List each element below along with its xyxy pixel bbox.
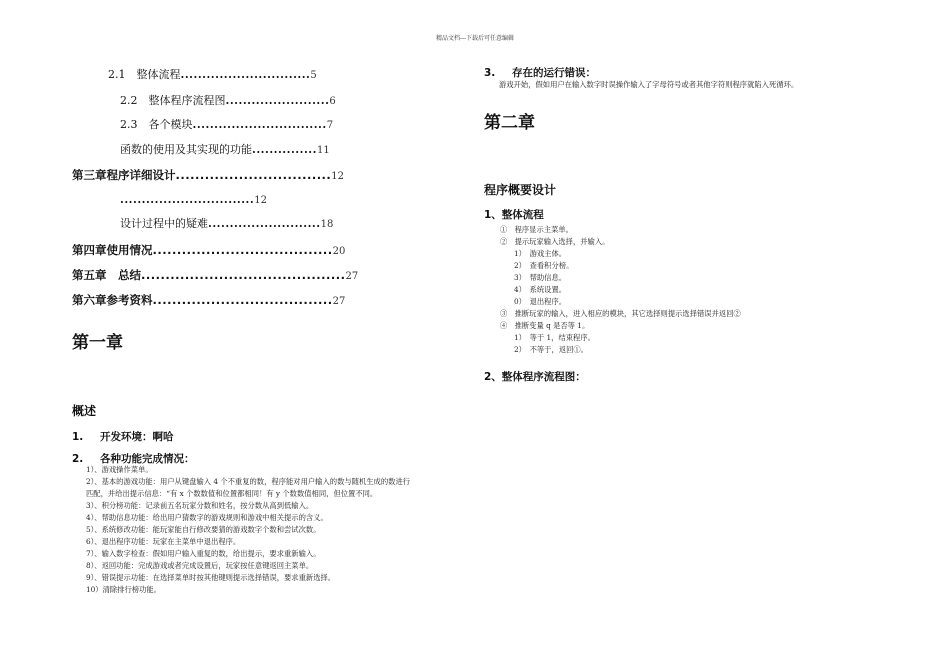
toc-label: 设计过程中的疑难 [120, 217, 208, 230]
toc-page: 18 [320, 219, 334, 230]
flow-line: 2） 查看积分榜。 [514, 261, 574, 270]
toc-page: 12 [254, 195, 267, 206]
item-number: 2. [72, 453, 84, 465]
chapter-1-title: 第一章 [72, 333, 123, 353]
toc-page: 6 [329, 96, 336, 107]
runtime-error-item [484, 65, 596, 80]
feature-line: 9）、错误提示功能：在选择菜单时按其他键则提示选择错误，要求重新选择。 [86, 573, 336, 582]
design-heading: 程序概要设计 [484, 183, 557, 197]
toc-entry-difficulties[interactable] [120, 217, 333, 232]
toc-page: 27 [332, 296, 346, 307]
item-number: 3. [484, 67, 496, 79]
toc-entry-2-1[interactable] [108, 68, 317, 83]
toc-entry-2-3[interactable] [120, 118, 333, 133]
flow-line: 4） 系统设置。 [514, 285, 567, 294]
flow-line: 2） 不等于，返回①。 [514, 345, 588, 354]
toc-label: 第三章程序详细设计 [72, 168, 176, 182]
flow-list [500, 224, 741, 356]
toc-page: 12 [331, 171, 345, 182]
flow-line: ③ 推断玩家的输入，进入相应的模块，其它选择则提示选择错误并返回② [500, 309, 741, 318]
feature-line: 2）、基本的游戏功能：用户从键盘输入 4 个不重复的数，程序能对用户输入的数与随机生成的数进行 [86, 477, 411, 486]
item-text: 存在的运行错误： [512, 67, 596, 79]
feature-line: 10）清除排行榜功能。 [86, 585, 161, 594]
toc-dots: .............................. [180, 68, 311, 81]
flow-line: ④ 推断变量 q 是否等 1。 [500, 321, 590, 330]
toc-dots: ................................ [175, 168, 332, 182]
toc-page: 11 [316, 145, 330, 156]
toc-page: 20 [332, 246, 346, 257]
toc-entry-chapter-4[interactable] [72, 243, 345, 259]
feature-line: 8）、返回功能：完成游戏或者完成设置后，玩家按任意键返回主菜单。 [86, 561, 314, 570]
feature-line: 3）、积分榜功能：记录前五名玩家分数和姓名，按分数从高到低输入。 [86, 501, 314, 510]
toc-dots: .......................... [208, 217, 321, 230]
toc-dots: .......................................... [141, 268, 346, 282]
toc-entry-2-2[interactable] [120, 94, 336, 109]
toc-entry-chapter-3[interactable] [72, 168, 344, 184]
dev-environment-item [72, 429, 174, 444]
flow-line: 3） 帮助信息。 [514, 273, 567, 282]
flow-line: 0） 退出程序。 [514, 297, 567, 306]
toc-dots: ............................... [192, 118, 327, 131]
toc-label: 第五章 总结 [72, 268, 141, 282]
feature-line: 匹配，并给出提示信息：“有 x 个数数值和位置都相同！有 y 个数数值相同，但位置不同。 [86, 489, 378, 498]
toc-page: 5 [310, 70, 317, 81]
feature-line: 4）、帮助信息功能：给出用户猜数字的游戏规则和游戏中相关提示的含义。 [86, 513, 328, 522]
flow-line: ① 程序显示主菜单。 [500, 225, 573, 234]
toc-entry-functions[interactable] [120, 143, 330, 158]
feature-line: 1）、游戏操作菜单。 [86, 465, 153, 474]
flow-line: 1） 等于 1，结束程序。 [514, 333, 595, 342]
toc-label: 函数的使用及其实现的功能 [120, 143, 252, 156]
item-text: 开发环境：啊哈 [100, 431, 174, 443]
toc-page: 27 [345, 271, 359, 282]
toc-entry-chapter-5[interactable] [72, 268, 358, 284]
toc-label: 第四章使用情况 [72, 243, 153, 257]
feature-line: 5）、系统修改功能：能玩家能自行修改要猜的游戏数字个数和尝试次数。 [86, 525, 321, 534]
toc-dots: ..................................... [152, 243, 333, 257]
flow-line: 1） 游戏主体。 [514, 249, 567, 258]
feature-line: 7）、输入数字检查：假如用户输入重复的数，给出提示，要求重新输入。 [86, 549, 321, 558]
toc-dots: ............................... [120, 193, 255, 206]
overview-heading: 概述 [72, 404, 97, 418]
toc-label: 2.3 各个模块 [120, 118, 193, 131]
toc-dots: ............... [252, 143, 317, 156]
toc-dots: ..................................... [152, 293, 333, 307]
toc-page: 7 [326, 120, 334, 131]
toc-entry-untitled[interactable] [120, 193, 267, 208]
toc-label: 2.1 整体流程 [108, 68, 181, 81]
item-text: 各种功能完成情况： [100, 453, 195, 465]
feature-list [86, 464, 410, 596]
page-header: 精品文档---下载后可任意编辑 [435, 35, 515, 42]
flow-line: ② 提示玩家输入选择，并输入。 [500, 237, 610, 246]
flowchart-heading: 2、整体程序流程图： [484, 371, 586, 383]
toc-label: 2.2 整体程序流程图 [120, 94, 226, 107]
toc-entry-chapter-6[interactable] [72, 293, 345, 309]
flow-heading: 1、整体流程 [484, 209, 544, 221]
item-number: 1. [72, 431, 84, 443]
toc-label: 第六章参考资料 [72, 293, 153, 307]
toc-dots: ........................ [225, 94, 330, 107]
runtime-error-desc: 游戏开始，假如用户在输入数字时误操作输入了字母符号或者其他字符则程序就陷入死循环。 [499, 80, 799, 89]
chapter-2-title: 第二章 [484, 113, 535, 133]
feature-line: 6）、退出程序功能：玩家在主菜单中退出程序。 [86, 537, 241, 546]
